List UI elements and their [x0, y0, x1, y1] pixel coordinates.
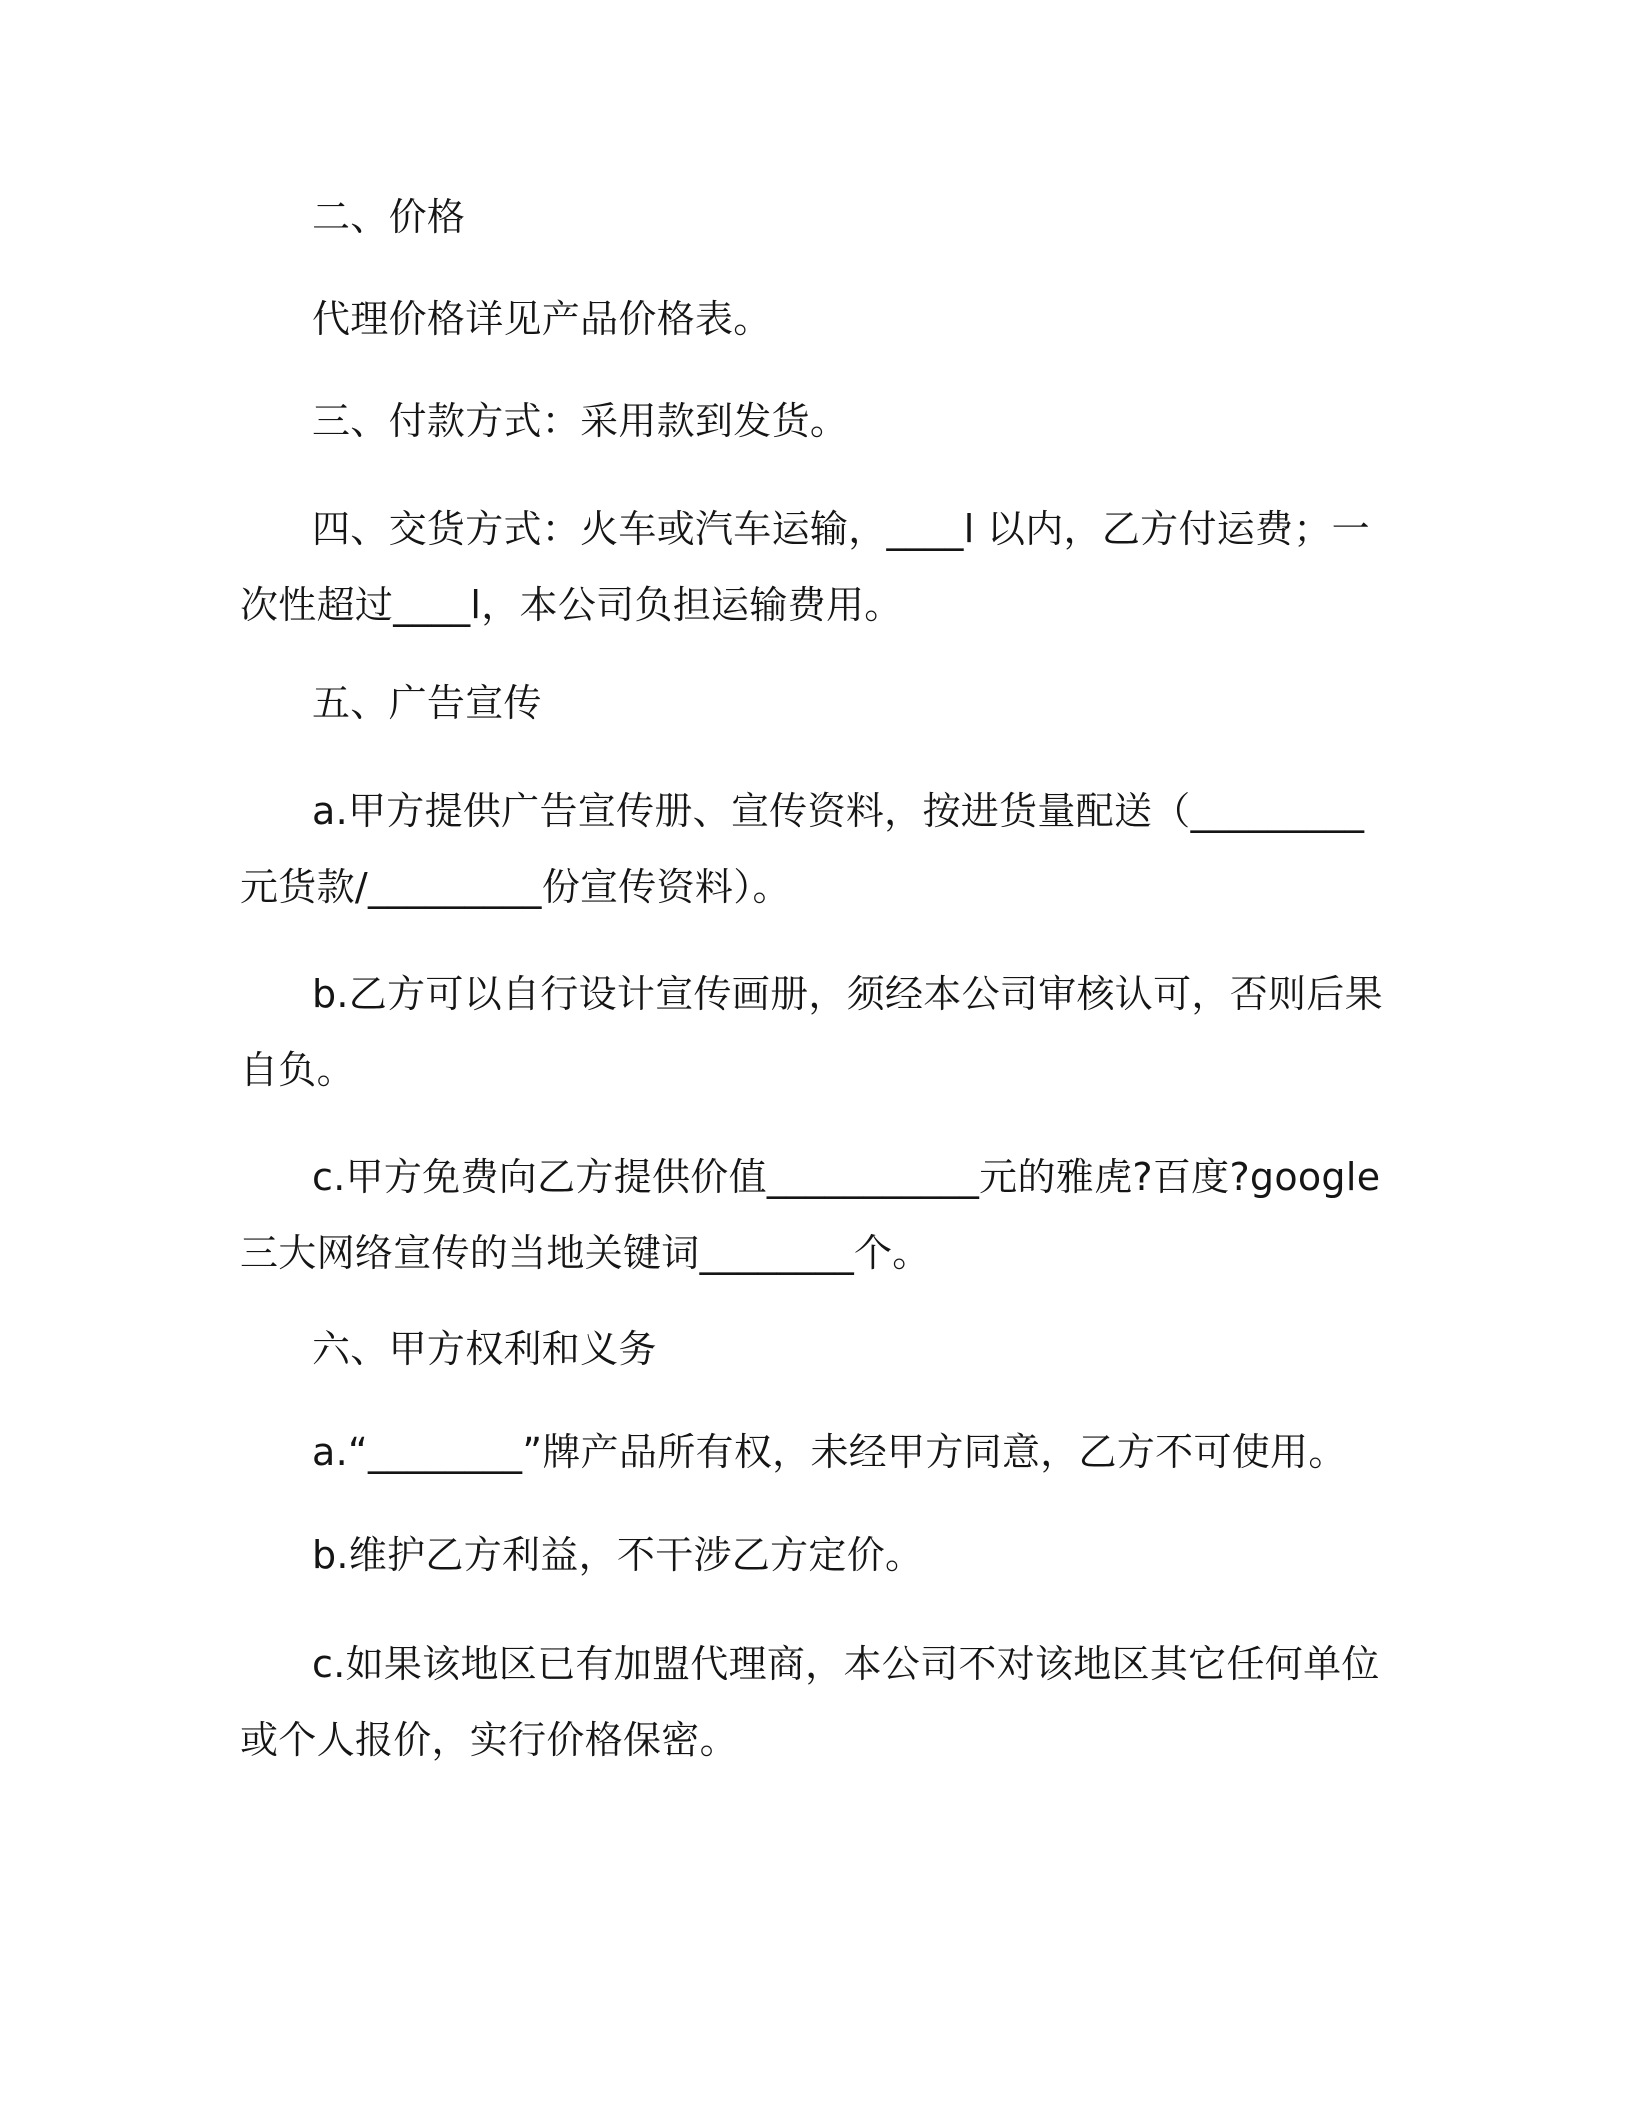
rights-item-c: c.如果该地区已有加盟代理商，本公司不对该地区其它任何单位或个人报价，实行价格保密。 — [240, 1642, 1380, 1762]
section-heading-advertising: 五、广告宣传 — [312, 681, 542, 725]
section-heading-rights: 六、甲方权利和义务 — [312, 1327, 657, 1371]
rights-item-a: a.“________”牌产品所有权，未经甲方同意，乙方不可使用。 — [312, 1430, 1347, 1474]
payment-paragraph: 三、付款方式：采用款到发货。 — [312, 399, 849, 443]
section-heading-price: 二、价格 — [312, 195, 466, 239]
advertising-item-b: b.乙方可以自行设计宣传画册，须经本公司审核认可，否则后果自负。 — [240, 972, 1383, 1092]
rights-item-b: b.维护乙方利益，不干涉乙方定价。 — [312, 1533, 924, 1577]
delivery-paragraph: 四、交货方式：火车或汽车运输，____l 以内，乙方付运费；一次性超过____l，本公司负担运输费用。 — [240, 507, 1370, 627]
price-paragraph: 代理价格详见产品价格表。 — [312, 297, 772, 341]
advertising-item-c: c.甲方免费向乙方提供价值___________元的雅虎?百度?google三大网络宣传的当地关键词________个。 — [240, 1155, 1381, 1275]
advertising-item-a: a.甲方提供广告宣传册、宣传资料，按进货量配送（_________元货款/_________份宣传资料）。 — [240, 789, 1365, 909]
